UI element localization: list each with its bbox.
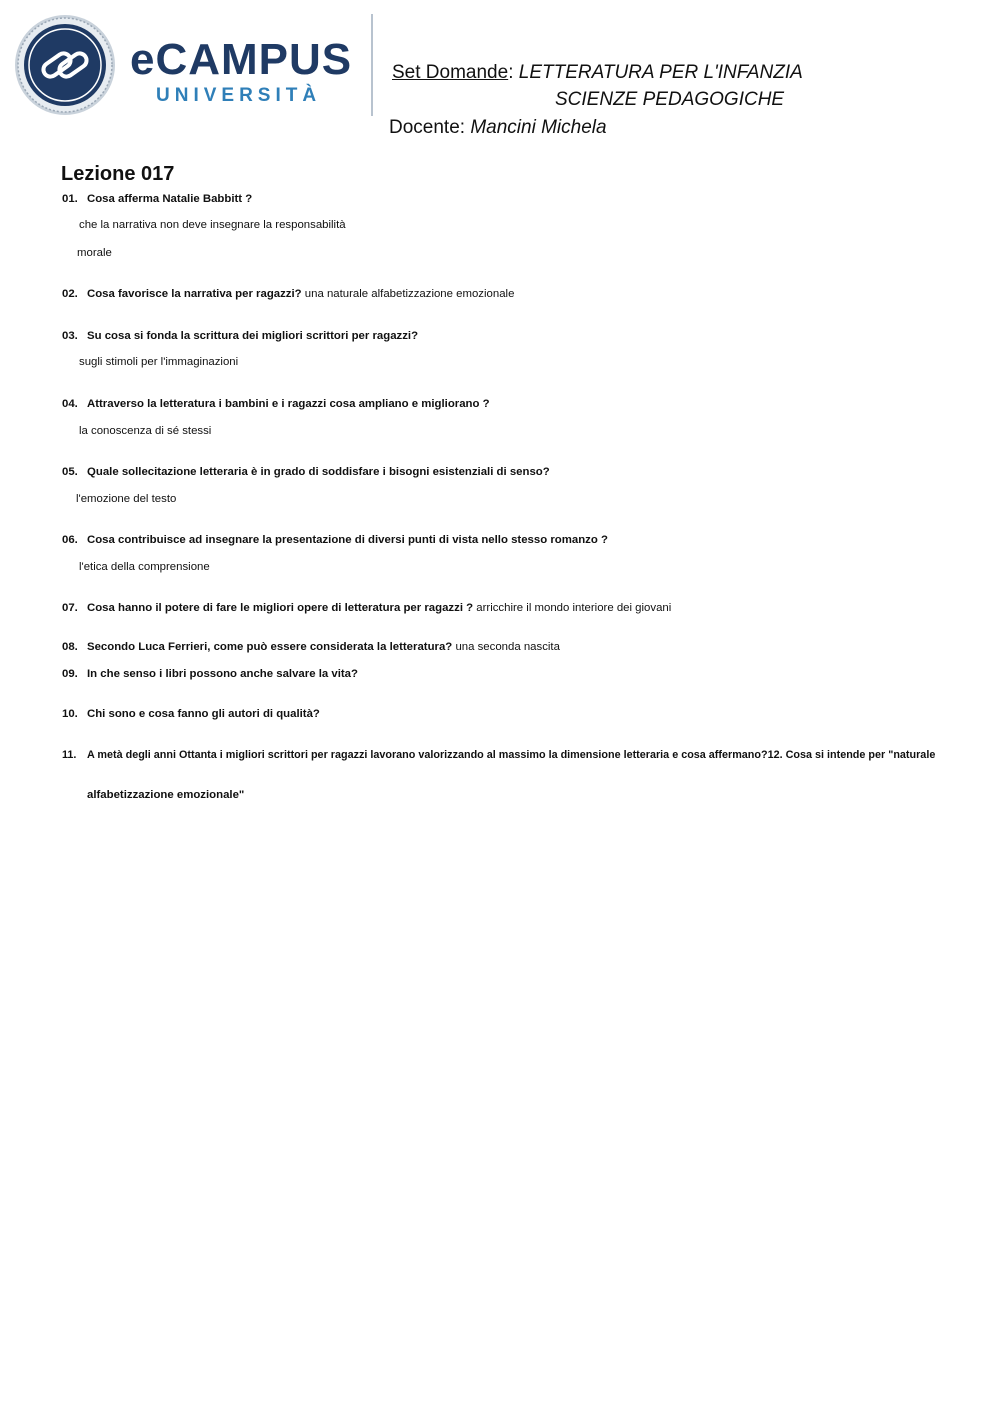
question-number: 11.: [62, 749, 77, 761]
question-number: 03.: [62, 330, 78, 342]
question-number: 10.: [62, 708, 78, 720]
question-text: Cosa afferma Natalie Babbitt ?: [87, 193, 253, 205]
set-label: Set Domande: [392, 62, 509, 83]
question-number: 09.: [62, 668, 78, 680]
question-12-continuation: alfabetizzazione emozionale": [87, 789, 245, 801]
answer-07: arricchire il mondo interiore dei giovani: [476, 602, 672, 614]
question-05: [62, 466, 550, 478]
ecampus-seal-logo: [14, 14, 116, 116]
question-10: [62, 708, 320, 720]
lesson-title: Lezione 017: [61, 163, 175, 185]
question-number: 01.: [62, 193, 78, 205]
question-text: Chi sono e cosa fanno gli autori di qualità?: [87, 708, 320, 720]
teacher-name: Mancini Michela: [470, 117, 607, 138]
question-09: [62, 668, 358, 680]
question-02: [62, 288, 514, 300]
question-01: [62, 193, 252, 205]
course-name: LETTERATURA PER L'INFANZIA: [518, 62, 803, 83]
answer-08: una seconda nascita: [455, 641, 560, 653]
question-07: [62, 602, 671, 614]
answer-06: l'etica della comprensione: [79, 561, 210, 573]
question-text: Secondo Luca Ferrieri, come può essere considerata la letteratura?: [87, 641, 453, 653]
question-text: Su cosa si fonda la scrittura dei migliori scrittori per ragazzi?: [87, 330, 419, 342]
brand-name: eCAMPUS: [130, 35, 353, 84]
question-text: Attraverso la letteratura i bambini e i ragazzi cosa ampliano e migliorano ?: [87, 398, 490, 410]
question-03: [62, 330, 418, 342]
set-colon: :: [508, 62, 519, 83]
question-text: A metà degli anni Ottanta i migliori scrittori per ragazzi lavorano valorizzando al massimo la dimensione letteraria e cosa affermano?12. Cosa si intende per "naturale: [87, 749, 936, 761]
question-08: [62, 641, 560, 653]
brand-subtitle: UNIVERSITÀ: [156, 85, 322, 106]
program-name: SCIENZE PEDAGOGICHE: [555, 89, 785, 110]
question-number: 06.: [62, 534, 78, 546]
teacher-line: [389, 117, 607, 139]
question-number: 02.: [62, 288, 78, 300]
question-04: [62, 398, 490, 410]
question-number: 05.: [62, 466, 78, 478]
answer-03: sugli stimoli per l'immaginazioni: [79, 356, 239, 368]
header-divider: [371, 14, 373, 116]
question-text: Cosa favorisce la narrativa per ragazzi?: [87, 288, 302, 300]
question-06: [62, 534, 608, 546]
question-number: 08.: [62, 641, 78, 653]
question-11: [62, 749, 935, 761]
question-text: Quale sollecitazione letteraria è in grado di soddisfare i bisogni esistenziali di senso?: [87, 466, 550, 478]
answer-05: l'emozione del testo: [76, 493, 177, 505]
answer-01-line1: che la narrativa non deve insegnare la responsabilità: [79, 219, 346, 231]
question-text: Cosa contribuisce ad insegnare la presentazione di diversi punti di vista nello stesso romanzo ?: [87, 534, 608, 546]
answer-01-line2: morale: [77, 247, 112, 259]
answer-04: la conoscenza di sé stessi: [79, 425, 212, 437]
question-number: 04.: [62, 398, 78, 410]
question-text: Cosa hanno il potere di fare le migliori opere di letteratura per ragazzi ?: [87, 602, 474, 614]
question-text: In che senso i libri possono anche salvare la vita?: [87, 668, 358, 680]
set-domande-line: [392, 62, 803, 84]
question-number: 07.: [62, 602, 78, 614]
answer-02: una naturale alfabetizzazione emozionale: [304, 288, 515, 300]
teacher-label: Docente:: [389, 117, 466, 138]
